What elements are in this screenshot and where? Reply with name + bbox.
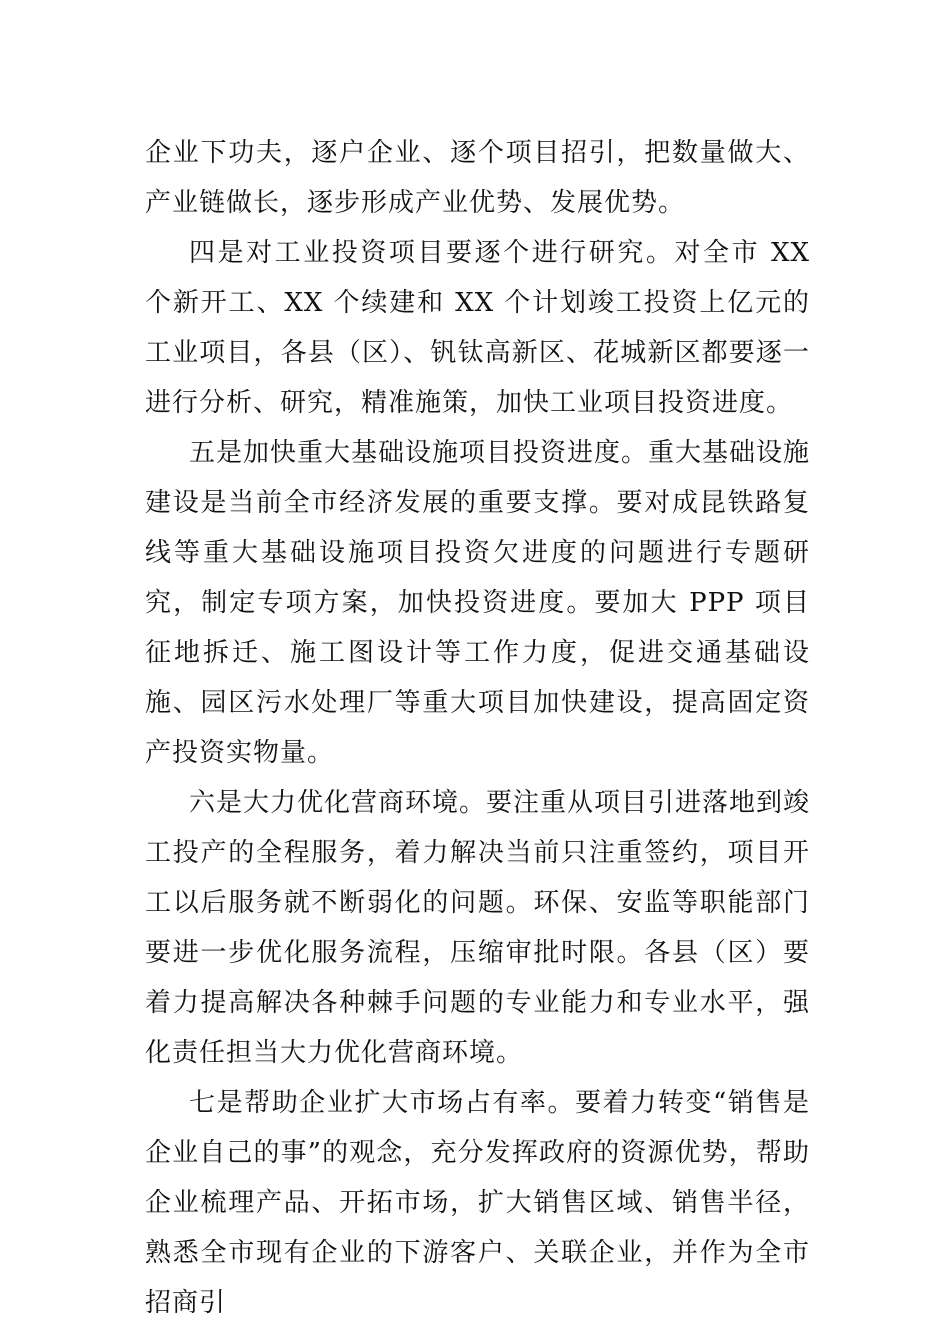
paragraph-3: 五是加快重大基础设施项目投资进度。重大基础设施建设是当前全市经济发展的重要支撑。要对成昆铁路复线等重大基础设施项目投资欠进度的问题进行专题研究，制定专项方案，加快投资进度。要加大 PPP 项目征地拆迁、施工图设计等工作力度，促进交通基础设施、园区污水处理厂等重大项目加快建设，提高固定资产投资实物量。 xyxy=(145,438,811,768)
document-body xyxy=(145,128,810,1328)
paragraph-5: 七是帮助企业扩大市场占有率。要着力转变“销售是企业自己的事”的观念，充分发挥政府的资源优势，帮助企业梳理产品、开拓市场，扩大销售区域、销售半径，熟悉全市现有企业的下游客户、关联企业，并作为全市招商引 xyxy=(145,1088,810,1318)
paragraph-2: 四是对工业投资项目要逐个进行研究。对全市 XX 个新开工、XX 个续建和 XX 个计划竣工投资上亿元的工业项目，各县（区）、钒钛高新区、花城新区都要逐一进行分析、研究，精准施策，加快工业项目投资进度。 xyxy=(145,238,810,418)
paragraph-1: 企业下功夫，逐户企业、逐个项目招引，把数量做大、产业链做长，逐步形成产业优势、发展优势。 xyxy=(145,138,810,218)
paragraph-4: 六是大力优化营商环境。要注重从项目引进落地到竣工投产的全程服务，着力解决当前只注重签约，项目开工以后服务就不断弱化的问题。环保、安监等职能部门要进一步优化服务流程，压缩审批时限。各县（区）要着力提高解决各种棘手问题的专业能力和专业水平，强化责任担当大力优化营商环境。 xyxy=(145,788,811,1068)
